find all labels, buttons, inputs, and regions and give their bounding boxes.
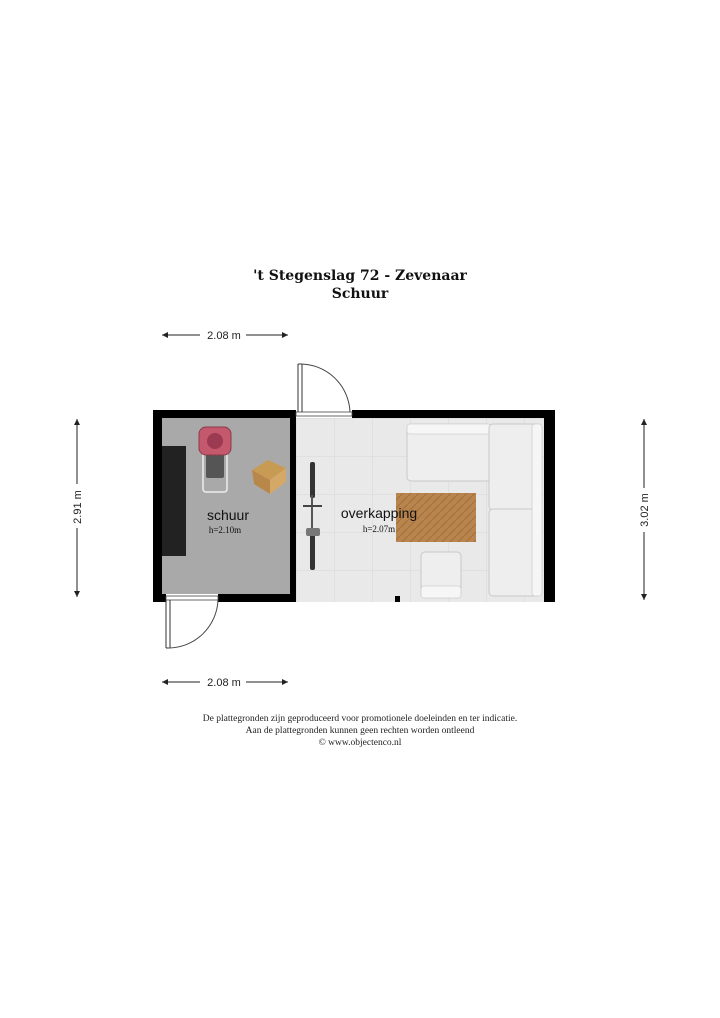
- room-name-overkapping: overkapping: [340, 505, 418, 521]
- storage-shelf: [162, 446, 186, 556]
- copyright-line: © www.objectenco.nl: [318, 738, 402, 748]
- room-name-schuur: schuur: [206, 507, 250, 523]
- bottom-door: [166, 596, 218, 648]
- room-height-overkapping: h=2.07m: [362, 524, 396, 534]
- room-height-schuur: h=2.10m: [208, 525, 242, 535]
- dimension-right-label: 3.02 m: [639, 493, 651, 527]
- dimension-top-label: 2.08 m: [207, 330, 241, 342]
- dimension-bottom: [162, 677, 288, 689]
- disclaimer-line-2: Aan de plattegronden kunnen geen rechten worden ontleend: [245, 726, 475, 736]
- dimension-left: [72, 419, 84, 597]
- dimension-left-label: 2.91 m: [72, 490, 84, 524]
- post: [395, 596, 400, 602]
- dimension-bottom-label: 2.08 m: [207, 677, 241, 689]
- armchair: [421, 552, 461, 598]
- plan-subtitle: Schuur: [331, 286, 389, 302]
- dimension-right: [639, 419, 651, 600]
- disclaimer-line-1: De plattegronden zijn geproduceerd voor promotionele doeleinden en ter indicatie.: [202, 714, 518, 724]
- plan-address: 't Stegenslag 72 - Zevenaar: [253, 268, 467, 284]
- dimension-top: [162, 330, 288, 342]
- top-door: [296, 364, 352, 416]
